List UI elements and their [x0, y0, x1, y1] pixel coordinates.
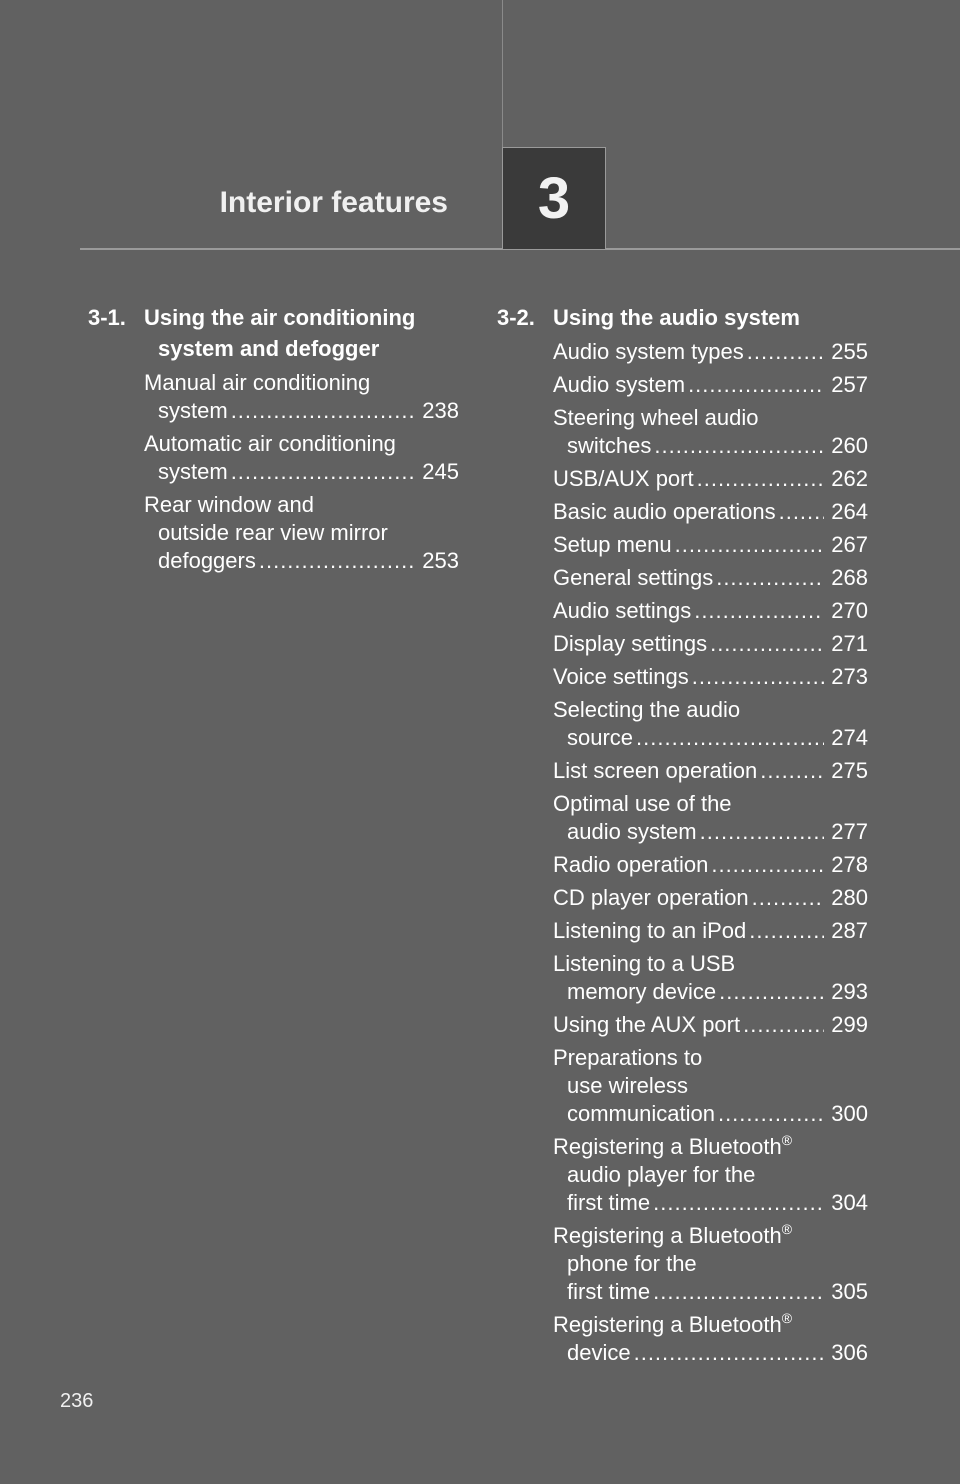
toc-entry-line: outside rear view mirror [158, 520, 388, 545]
chapter-number-tab: 3 [502, 147, 606, 249]
toc-entry-text: Listening to an iPod [553, 918, 747, 943]
toc-entry[interactable] [553, 564, 868, 592]
dot-leader [718, 1100, 824, 1128]
toc-entry-line: Automatic air conditioning [144, 431, 396, 456]
dot-leader [697, 465, 824, 493]
dot-leader [675, 531, 824, 559]
toc-page-number[interactable]: 268 [831, 565, 868, 590]
toc-entry-text: switches [567, 433, 652, 458]
toc-entry[interactable] [553, 531, 868, 559]
section-number: 3-1. [88, 305, 126, 330]
toc-entry-text: communication [567, 1101, 715, 1126]
toc-entry-text: Radio operation [553, 852, 709, 877]
toc-page-number[interactable]: 275 [831, 758, 868, 783]
toc-page-number[interactable]: 306 [831, 1340, 868, 1365]
toc-page-number[interactable]: 280 [831, 885, 868, 910]
toc-entry-line: Optimal use of the [553, 791, 732, 816]
toc-entry-text: Display settings [553, 631, 708, 656]
dot-leader [694, 597, 824, 625]
toc-entry[interactable] [553, 1044, 868, 1128]
toc-entry-text: Using the AUX port [553, 1012, 741, 1037]
toc-page-number[interactable]: 267 [831, 532, 868, 557]
toc-entry[interactable] [553, 790, 868, 846]
toc-page-number[interactable]: 255 [831, 339, 868, 364]
toc-entry-text: memory device [567, 979, 717, 1004]
dot-leader [719, 978, 824, 1006]
toc-entry-text: first time [567, 1190, 651, 1215]
toc-page-number[interactable]: 238 [422, 398, 459, 423]
dot-leader [760, 757, 824, 785]
dot-leader [752, 884, 824, 912]
toc-entry[interactable] [553, 950, 868, 1006]
toc-entry[interactable] [553, 884, 868, 912]
toc-entry-line: Listening to a USB [553, 951, 736, 976]
section-3-2 [497, 302, 868, 1367]
toc-page-number[interactable]: 260 [831, 433, 868, 458]
dot-leader [692, 663, 824, 691]
toc-entry[interactable] [553, 404, 868, 460]
dot-leader [779, 498, 824, 526]
dot-leader [634, 1339, 824, 1367]
dot-leader [743, 1011, 824, 1039]
toc-entry-text: Basic audio operations [553, 499, 776, 524]
dot-leader [716, 564, 824, 592]
toc-entry-line: use wireless [567, 1073, 689, 1098]
toc-entry-text: device [567, 1340, 631, 1365]
dot-leader [653, 1189, 824, 1217]
toc-entry-text: Audio system types [553, 339, 744, 364]
toc-entry[interactable] [553, 696, 868, 752]
toc-entry[interactable] [553, 663, 868, 691]
toc-entry-line: Rear window and [144, 492, 314, 517]
dot-leader [688, 371, 824, 399]
toc-page-number[interactable]: 274 [831, 725, 868, 750]
toc-entry-text: Voice settings [553, 664, 689, 689]
dot-leader [747, 338, 824, 366]
toc-entry[interactable] [553, 498, 868, 526]
toc-page-number[interactable]: 299 [831, 1012, 868, 1037]
section-title[interactable]: Using the audio system [553, 305, 800, 330]
toc-entry-text: Audio settings [553, 598, 692, 623]
dot-leader [700, 818, 824, 846]
toc-entry-text: USB/AUX port [553, 466, 694, 491]
toc-page-number[interactable]: 245 [422, 459, 459, 484]
toc-entry[interactable] [553, 597, 868, 625]
dot-leader [711, 851, 824, 879]
toc-entry-text: Audio system [553, 372, 686, 397]
toc-entry[interactable] [553, 338, 868, 366]
dot-leader [636, 724, 824, 752]
toc-page-number[interactable]: 253 [422, 548, 459, 573]
toc-page-number[interactable]: 278 [831, 852, 868, 877]
toc-entry-line: Registering a Bluetooth® [553, 1132, 793, 1159]
toc-entry[interactable] [553, 371, 868, 399]
toc-entry-text: source [567, 725, 634, 750]
toc-entry-line: Steering wheel audio [553, 405, 759, 430]
toc-page-number[interactable]: 304 [831, 1190, 868, 1215]
section-3-1 [88, 302, 459, 575]
toc-entry[interactable] [144, 430, 459, 486]
section-title[interactable] [144, 302, 459, 364]
section-title-line: Using the air conditioning [144, 305, 416, 330]
dot-leader [710, 630, 824, 658]
toc-entry[interactable] [553, 1011, 868, 1039]
toc-page-number[interactable]: 271 [831, 631, 868, 656]
dot-leader [654, 432, 824, 460]
dot-leader [231, 397, 415, 425]
toc-entry-text: system [158, 459, 228, 484]
toc-page-number[interactable]: 300 [831, 1101, 868, 1126]
dot-leader [259, 547, 415, 575]
toc-page-number[interactable]: 273 [831, 664, 868, 689]
toc-entry-line: Selecting the audio [553, 697, 741, 722]
section-number: 3-2. [497, 305, 535, 330]
toc-page-number[interactable]: 270 [831, 598, 868, 623]
toc-entry-line: Manual air conditioning [144, 370, 371, 395]
toc-entry-line: Preparations to [553, 1045, 703, 1070]
toc-entry-line: phone for the [567, 1251, 697, 1276]
dot-leader [749, 917, 824, 945]
toc-page-number[interactable]: 264 [831, 499, 868, 524]
toc-entry[interactable] [553, 851, 868, 879]
toc-entry[interactable] [144, 491, 459, 575]
toc-page-number[interactable]: 262 [831, 466, 868, 491]
toc-entry-text: Setup menu [553, 532, 672, 557]
chapter-title: Interior features [219, 186, 448, 219]
toc-entry[interactable] [553, 757, 868, 785]
toc-page-number[interactable]: 257 [831, 372, 868, 397]
toc-entry-text: defoggers [158, 548, 256, 573]
toc-entry-text: CD player operation [553, 885, 749, 910]
toc-entry-line: Registering a Bluetooth® [553, 1310, 793, 1337]
toc-entry-line: audio player for the [567, 1162, 756, 1187]
toc-page-number[interactable]: 293 [831, 979, 868, 1004]
toc-page-number[interactable]: 287 [831, 918, 868, 943]
toc-entry[interactable] [553, 465, 868, 493]
toc-entry[interactable] [144, 369, 459, 425]
toc-entry-text: audio system [567, 819, 697, 844]
section-title-line: system and defogger [158, 336, 380, 361]
toc-entry-text: General settings [553, 565, 714, 590]
toc-entry-text: List screen operation [553, 758, 758, 783]
dot-leader [231, 458, 415, 486]
toc-entry[interactable] [553, 1222, 868, 1306]
toc-entry[interactable] [553, 917, 868, 945]
toc-entry[interactable] [553, 1311, 868, 1367]
toc-entry-text: first time [567, 1279, 651, 1304]
toc-entry-text: system [158, 398, 228, 423]
toc-entry[interactable] [553, 1133, 868, 1217]
toc-page-number[interactable]: 277 [831, 819, 868, 844]
toc-entry[interactable] [553, 630, 868, 658]
header-vertical-rule [502, 0, 503, 148]
page-number: 236 [60, 1390, 94, 1412]
dot-leader [653, 1278, 824, 1306]
toc-page-number[interactable]: 305 [831, 1279, 868, 1304]
toc-entry-line: Registering a Bluetooth® [553, 1221, 793, 1248]
